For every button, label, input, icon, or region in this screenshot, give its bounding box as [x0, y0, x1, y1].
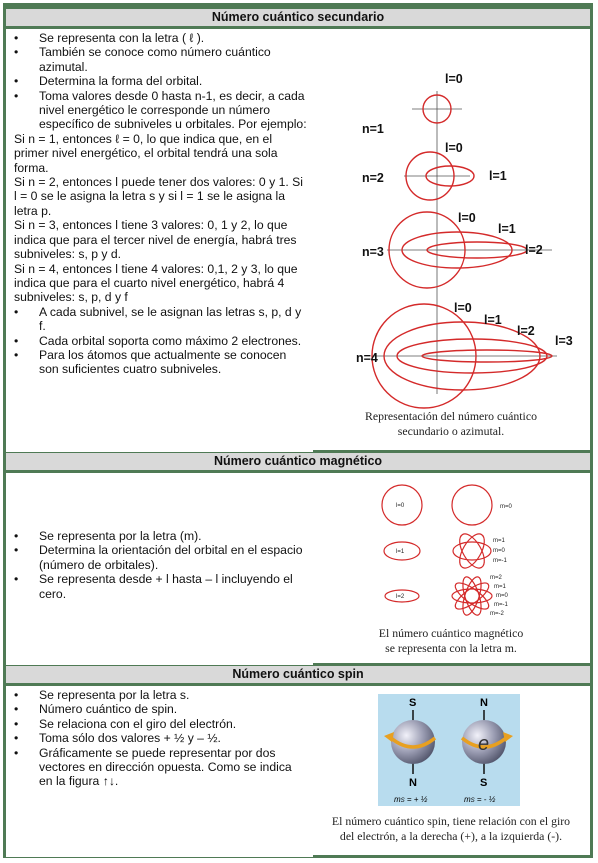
paragraph: Si n = 4, entonces l tiene 4 valores: 0,1, 2 y 3, lo que indica que para el cuarto nivel energético, habrá 4 subniveles: s, p, d y f — [14, 261, 298, 305]
label-l0: l=0 — [454, 301, 472, 315]
list-item: • Se representa desde + l hasta – l incluyendo el cero. — [14, 572, 307, 601]
label-l1: l=1 — [396, 549, 405, 555]
pole-label: N — [409, 777, 417, 789]
list-item: • Se relaciona con el giro del electrón. — [14, 717, 307, 731]
paragraph: Si n = 2, entonces l puede tener dos valores: 0 y 1. Si l = 0 se le asigna la letra s y si l = 1 se le asigna la letra p. — [14, 175, 303, 218]
magnetico-caption: El número cuántico magnético se representa con la letra m. — [378, 626, 524, 655]
paragraph: Si n = 1, entonces ℓ = 0, lo que indica que, en el primer nivel energético, el orbital tendrá una sola forma. — [14, 131, 278, 175]
spin-figure-cell — [312, 686, 590, 855]
orbital-m2 — [452, 579, 493, 614]
list-item: • Para los átomos que actualmente se conocen son suficientes cuatro subniveles. — [14, 348, 307, 377]
label-l0: l=0 — [396, 503, 405, 509]
list-item: • También se conoce como número cuántico azimutal. — [14, 45, 307, 74]
label-m: m=-1 — [493, 558, 507, 564]
label-m: m=0 — [496, 593, 508, 599]
secundario-text — [6, 29, 313, 452]
label-m: m=2 — [490, 575, 502, 581]
label-l0: l=0 — [445, 72, 463, 86]
label-l0: l=0 — [458, 211, 476, 225]
list-item: • Número cuántico de spin. — [14, 702, 307, 716]
pole-label: N — [480, 697, 488, 709]
list-item: • Determina la forma del orbital. — [14, 74, 307, 88]
magnetico-figure-cell — [312, 473, 590, 663]
label-l2: l=2 — [396, 594, 405, 600]
list-item: • Cada orbital soporta como máximo 2 electrones. — [14, 334, 307, 348]
spin-text — [6, 686, 313, 857]
label-m: m=1 — [494, 584, 506, 590]
orbital-m2 — [452, 589, 492, 603]
list-item: • Se representa con la letra ( ℓ ). — [14, 31, 307, 45]
pole-label: S — [409, 697, 417, 709]
label-n4: n=4 — [356, 351, 378, 365]
label-n1: n=1 — [362, 122, 384, 136]
label-l2: l=2 — [517, 324, 535, 338]
label-l3: l=3 — [555, 334, 573, 348]
list-item: • Se representa por la letra (m). — [14, 529, 307, 543]
section-header-secundario: Número cuántico secundario — [6, 9, 590, 26]
pole-label: S — [480, 777, 488, 789]
label-l1: l=1 — [489, 169, 507, 183]
list-item: • Toma sólo dos valores + ½ y – ½. — [14, 731, 307, 745]
list-item: • Toma valores desde 0 hasta n-1, es decir, a cada nivel energético le corresponde un número específico de subniveles u orbitales. Por ejemplo: — [14, 89, 307, 132]
list-item: • Gráficamente se puede representar por dos vectores en dirección opuesta. Como se indica en la figura ↑↓. — [14, 746, 307, 789]
label-l1: l=1 — [498, 222, 516, 236]
section-header-spin: Número cuántico spin — [6, 666, 590, 683]
list-item: • A cada subnivel, se le asignan las letras s, p, d y f. — [14, 305, 307, 334]
magnetic-orbitals-diagram — [312, 473, 590, 618]
section-header-magnetico: Número cuántico magnético — [6, 453, 590, 470]
ms-minus-label: mS = - ½ — [464, 795, 496, 804]
paragraph: Si n = 3, entonces l tiene 3 valores: 0, 1 y 2, lo que indica que para el tercer nivel de energía, habrá tres subniveles: s, p y d. — [14, 218, 297, 262]
table-frame — [3, 3, 593, 858]
label-n3: n=3 — [362, 245, 384, 259]
orbital-m1 — [455, 530, 490, 572]
magnetico-text — [6, 473, 313, 665]
electron-symbol: e — [478, 733, 490, 755]
label-l0: l=0 — [445, 141, 463, 155]
spin-diagram — [312, 686, 590, 808]
label-m: m=0 — [493, 548, 505, 554]
label-m: m=-2 — [490, 611, 504, 617]
secundario-caption: Representación del número cuántico secundario o azimutal. — [365, 409, 537, 438]
label-n2: n=2 — [362, 171, 384, 185]
list-item: • Determina la orientación del orbital en el espacio (número de orbitales). — [14, 543, 307, 572]
list-item: • Se representa por la letra s. — [14, 688, 307, 702]
orbital-m2 — [452, 579, 493, 614]
label-m0: m=0 — [500, 504, 512, 510]
spin-caption: El número cuántico spin, tiene relación con el giro del electrón, a la derecha (+), a la izquierda (-). — [331, 814, 571, 843]
label-l2: l=2 — [525, 243, 543, 257]
azimutal-orbitals-diagram — [312, 29, 590, 409]
orbital-m0 — [452, 485, 492, 525]
ms-plus-label: mS = + ½ — [394, 795, 428, 804]
orbital-m1 — [453, 542, 491, 560]
label-m: m=1 — [493, 538, 505, 544]
label-l1: l=1 — [484, 313, 502, 327]
secundario-figure-cell — [312, 29, 590, 450]
label-m: m=-1 — [494, 602, 508, 608]
